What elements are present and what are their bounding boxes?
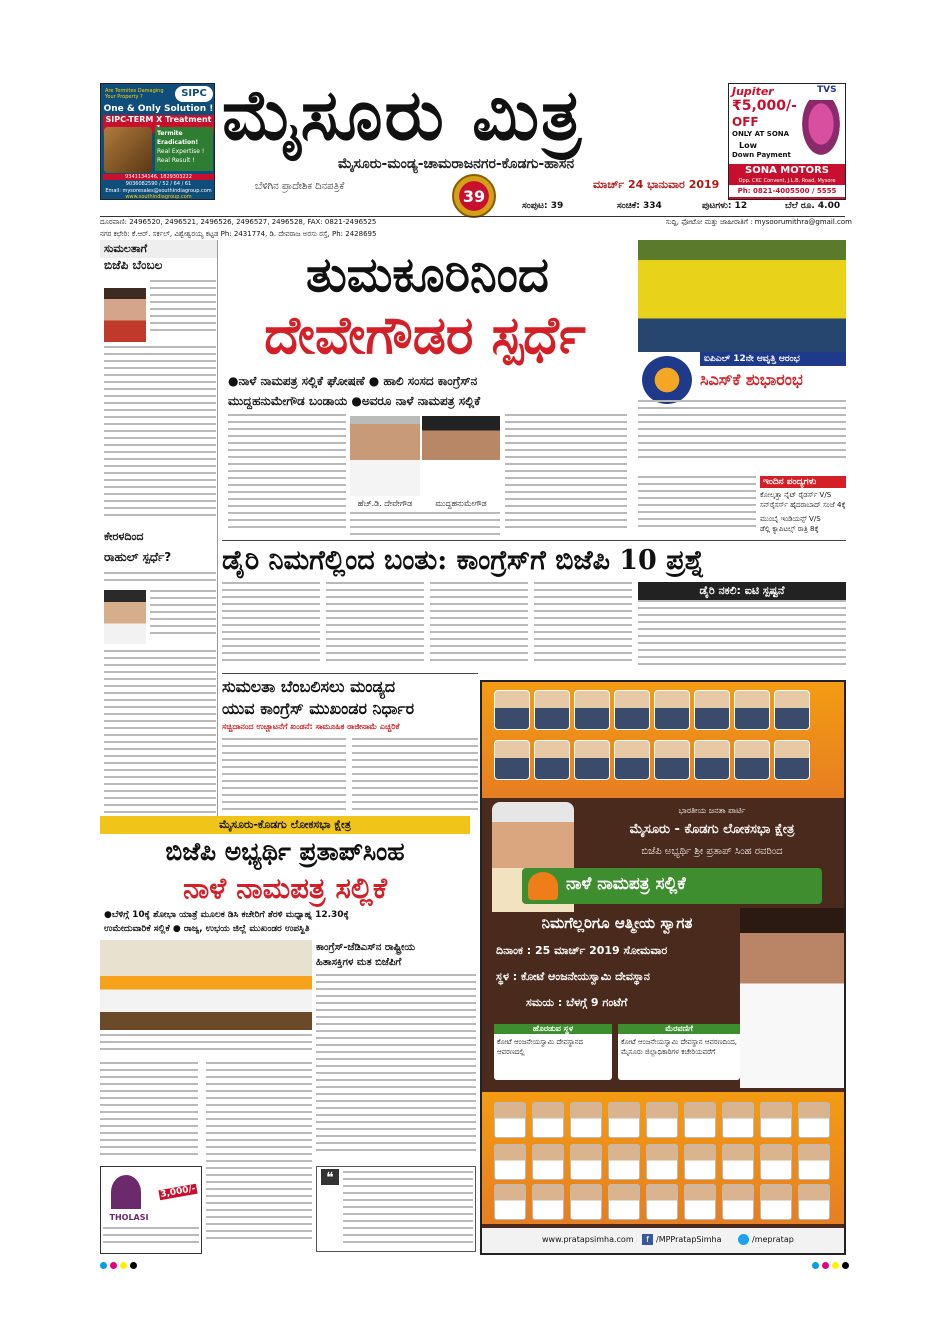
dairy-text-col1 [222, 582, 320, 672]
sumalatha-kicker: ಸಚ್ಚಿದಾನಂದ ಉಚ್ಚಾಟನೆಗೆ ಖಂಡನೆ: ಸಾಮೂಹಿಕ ರಾಜೀನಾಮೆ ಎಚ್ಚರಿಕೆ [222, 722, 400, 731]
supporter-photo [532, 1102, 564, 1138]
ad-constituency: ಮೈಸೂರು - ಕೊಡಗು ಲೋಕಸಭಾ ಕ್ಷೇತ್ರ [629, 822, 795, 837]
caption-muddahanumegowda: ಮುದ್ದಹನುಮೇಗೌಡ [435, 499, 487, 508]
lead-text-col2 [350, 512, 500, 540]
supporter-photo [494, 1144, 526, 1180]
leader-photo [534, 690, 570, 730]
supporter-photo [760, 1184, 792, 1220]
sidebar-text-4 [150, 590, 216, 644]
supporter-photo [494, 1184, 526, 1220]
tvs-brand: TVS [817, 85, 837, 95]
masthead-title: ಮೈಸೂರು ಮಿತ್ರ [222, 73, 584, 156]
sidebar-title3: ಕೇರಳದಿಂದ [104, 530, 144, 543]
registration-marks-left [100, 1262, 137, 1269]
supporter-photo [722, 1102, 754, 1138]
alliance-headline-1: ಕಾಂಗ್ರೆಸ್-ಜೆಡಿಎಸ್‌ನ ರಾಷ್ಟ್ರೀಯ [316, 942, 416, 953]
supporter-photo [798, 1144, 830, 1180]
ad-candidate: ಬಿಜೆಪಿ ಅಭ್ಯರ್ಥಿ ಶ್ರೀ ಪ್ರತಾಪ್ ಸಿಂಹ ರವರಿಂದ [641, 846, 783, 857]
bjp-bullet-2: ಉಮೇದುವಾರಿಕೆ ಸಲ್ಲಿಕೆ ● ರಾಜ್ಯ, ಉಭಯ ಜಿಲ್ಲೆ ಮುಖಂಡರ ಉಪಸ್ಥಿತಿ [104, 924, 310, 934]
supporter-photo [798, 1184, 830, 1220]
scooter-image [799, 100, 843, 160]
ad-time: ಸಮಯ : ಬೆಳಗ್ಗೆ 9 ಗಂಟೆಗೆ [526, 996, 628, 1009]
sipc-web: www.southindiagroup.com [125, 194, 192, 200]
dairy-sub: ಡೈರಿ ನಕಲಿ: ಐಟಿ ಸ್ಪಷ್ಟನೆ [638, 582, 846, 600]
supporter-photo [646, 1184, 678, 1220]
ipl-banner: ಐಪಿಎಲ್ 12ನೇ ಆವೃತ್ತಿ ಆರಂಭ [700, 352, 846, 366]
sumalatha-rule [222, 673, 478, 674]
supporter-photo [608, 1184, 640, 1220]
csk-team-photo [638, 240, 846, 352]
offer-off: OFF [732, 115, 759, 129]
ad-tholasi[interactable] [100, 1166, 202, 1254]
bjp-band: ಮೈಸೂರು-ಕೊಡಗು ಲೋಕಸಭಾ ಕ್ಷೇತ್ರ [100, 816, 470, 834]
tholasi-brand: THOLASI [109, 1213, 149, 1222]
supporter-photo [798, 1102, 830, 1138]
route-text: ಕೋಟೆ ಆಂಜನೇಯಸ್ವಾಮಿ ದೇವಸ್ಥಾನ ಆವರಣದಿಂದ, ಮೈಸೂರು ಜಿಲ್ಲಾಧಿಕಾರಿಗಳ ಕಚೇರಿಯವರೆಗೆ [621, 1038, 737, 1056]
leader-photo [614, 690, 650, 730]
sidebar-text-5 [104, 650, 216, 826]
supporter-photo [684, 1184, 716, 1220]
ad-web[interactable]: www.pratapsimha.com [542, 1235, 634, 1244]
sidebar-text-1 [150, 280, 216, 342]
supporter-photo [570, 1102, 602, 1138]
supporter-photo [722, 1184, 754, 1220]
offer-down: Down Payment [732, 151, 791, 159]
facebook-icon: f [642, 1234, 653, 1245]
muddahanumegowda-photo [422, 416, 500, 496]
ad-welcome: ನಿಮಗೆಲ್ಲರಿಗೂ ಆತ್ಮೀಯ ಸ್ವಾಗತ [541, 914, 693, 932]
ad-footer [482, 1228, 844, 1253]
price: ಬೆಲೆ ರೂ. 4.00 [785, 201, 841, 211]
ipl-text [638, 400, 846, 470]
supporter-photo [722, 1144, 754, 1180]
start-text: ಕೋಟೆ ಆಂಜನೇಯಸ್ವಾಮಿ ದೇವಸ್ಥಾನದ ಆವರಣದಲ್ಲಿ [497, 1038, 584, 1056]
press-caption [100, 1034, 312, 1056]
supporter-photo [532, 1184, 564, 1220]
leader-photo [654, 740, 690, 780]
bjp-lotus-icon [528, 872, 558, 900]
sipc-logo: SIPC [175, 86, 213, 102]
leader-photo [774, 690, 810, 730]
sipc-phone2: 9036082590 / 52 / 64 / 61 [125, 181, 192, 187]
sidebar-text-2 [104, 346, 216, 526]
supporter-photo [608, 1102, 640, 1138]
supporter-photo [684, 1102, 716, 1138]
sipc-bug-image [104, 127, 152, 173]
press-meet-photo [100, 940, 312, 1030]
phones: ದೂರವಾಣಿ: 2496520, 2496521, 2496526, 2496527, 2496528, FAX: 0821-2496525 [100, 218, 377, 226]
supporter-photo [646, 1144, 678, 1180]
bjp-bullet-1: ●ಬೆಳಿಗ್ಗೆ 10ಕ್ಕೆ ಶೋಭಾ ಯಾತ್ರೆ ಮೂಲಕ ಡಿಸಿ ಕಚೇರಿಗೆ ತೆರಳಿ ಮಧ್ಯಾಹ್ನ 12.30ಕ್ಕೆ [104, 910, 349, 920]
caption-deve-gowda: ಹೆಚ್.ಡಿ. ದೇವೇಗೌಡ [357, 499, 413, 508]
masthead-subtitle: ಬೆಳಿಗಿನ ಪ್ರಾದೇಶಿಕ ದಿನಪತ್ರಿಕೆ [255, 181, 345, 192]
sipc-line1: One & Only Solution ! [103, 104, 214, 114]
route-box [618, 1024, 740, 1080]
lead-text-col1 [228, 414, 346, 540]
lead-headline-1: ತುಮಕೂರಿನಿಂದ [306, 247, 549, 303]
leader-photo [494, 740, 530, 780]
rahul-photo [104, 590, 146, 644]
sipc-promo3: Real Result ! [157, 157, 195, 164]
lead-text-col3 [505, 414, 627, 540]
offer-amount: ₹5,000/- [732, 98, 797, 114]
offer-low: Low [739, 141, 757, 150]
ad-sona-motors[interactable] [728, 83, 846, 200]
start-label: ಹೊರಡುವ ಸ್ಥಳ [494, 1024, 612, 1034]
sipc-phone1: 9341134146, 1829303222 [103, 174, 214, 180]
quote-box [316, 1166, 476, 1252]
sidebar-title4: ರಾಹುಲ್ ಸ್ಪರ್ಧೆ? [104, 550, 172, 564]
sumalatha-text-col1 [222, 738, 346, 816]
anniversary-seal [452, 174, 496, 218]
bjp-text-col1 [100, 1062, 198, 1162]
supporter-photo [684, 1144, 716, 1180]
registration-marks-right [812, 1262, 849, 1269]
supporter-photo [532, 1144, 564, 1180]
quote-mark-icon: ❝ [321, 1169, 339, 1185]
leader-photo [494, 690, 530, 730]
dairy-text-col2 [326, 582, 424, 672]
ad-date: ದಿನಾಂಕ : 25 ಮಾರ್ಚ್ 2019 ಸೋಮವಾರ [496, 944, 668, 957]
supporter-photo [570, 1184, 602, 1220]
supporter-photo [646, 1102, 678, 1138]
sumalatha-headline-1: ಸುಮಲತಾ ಬೆಂಬಲಿಸಲು ಮಂಡ್ಯದ [222, 677, 396, 696]
supporter-photo [608, 1144, 640, 1180]
dairy-text-col4 [534, 582, 632, 672]
supporter-photo [760, 1144, 792, 1180]
sipc-question: Are Termites Damaging Your Property ? [105, 88, 164, 100]
dealer-name: SONA MOTORS [745, 165, 829, 176]
sumalatha-photo [104, 288, 146, 342]
sipc-promo1: Termite Eradication! [157, 130, 199, 146]
dairy-rule [222, 540, 846, 541]
jupiter-brand: Jupiter [732, 85, 774, 98]
anniversary-number: 39 [462, 187, 486, 206]
sipc-promo-box [155, 127, 213, 171]
sipc-email: Email: mysoresales@southindiagroup.com [105, 188, 212, 194]
quote-text [343, 1171, 473, 1249]
sidebar-title1: ಸುಮಲತಾಗೆ [100, 240, 217, 258]
leader-photo [574, 690, 610, 730]
ipl-today-label: ಇಂದಿನ ಪಂದ್ಯಗಳು [760, 476, 846, 488]
sidebar-rahul [100, 590, 218, 826]
leader-photo [734, 690, 770, 730]
start-box [494, 1024, 612, 1080]
dairy-text-col3 [430, 582, 528, 672]
ipl-match-1: ಕೋಲ್ಕತ್ತಾ ನೈಟ್ ರೈಡರ್ಸ್ V/S [760, 491, 832, 499]
tholasi-details [103, 1227, 199, 1253]
lead-bullet-2: ಮುದ್ದಹನುಮೇಗೌಡ ಬಂಡಾಯ ●ಅವರೂ ನಾಳೆ ನಾಮಪತ್ರ ಸಲ್ಲಿಕೆ [228, 394, 481, 408]
route-label: ಮೆರವಣಿಗೆ [618, 1024, 740, 1034]
sumalatha-headline-2: ಯುವ ಕಾಂಗ್ರೆಸ್ ಮುಖಂಡರ ನಿರ್ಧಾರ [222, 699, 415, 718]
ipl-match-2b: ಡೆಲ್ಲಿ ಕ್ಯಾಪಿಟಲ್ಸ್ ರಾತ್ರಿ 8ಕ್ಕೆ [760, 525, 819, 533]
ad-twitter[interactable]: /mepratap [752, 1235, 794, 1244]
ad-nomination-text: ನಾಳೆ ನಾಮಪತ್ರ ಸಲ್ಲಿಕೆ [566, 874, 686, 894]
tholasi-price: 3,000/- [159, 1183, 197, 1201]
tholasi-logo-icon [111, 1175, 141, 1209]
ad-place: ಸ್ಥಳ : ಕೋಟೆ ಆಂಜನೇಯಸ್ವಾಮಿ ದೇವಸ್ಥಾನ [496, 970, 650, 983]
leader-photo [654, 690, 690, 730]
sidebar-title2: ಬಿಜೆಪಿ ಬೆಂಬಲ [104, 258, 163, 272]
ad-nomination-banner [522, 868, 822, 904]
lead-bullet-1: ●ನಾಳೆ ನಾಮಪತ್ರ ಸಲ್ಲಿಕೆ ಘೋಷಣೆ ● ಹಾಲಿ ಸಂಸದ ಕಾಂಗ್ರೆಸ್‌ನ [228, 374, 478, 388]
volume: ಸಂಪುಟ: 39 [522, 201, 564, 211]
ipl-match-2: ಮುಂಬೈ ಇಂಡಿಯನ್ಸ್ V/S [760, 515, 821, 523]
leader-photo [574, 740, 610, 780]
leader-photo [734, 740, 770, 780]
leader-photo [534, 740, 570, 780]
bjp-headline-2: ನಾಳೆ ನಾಮಪತ್ರ ಸಲ್ಲಿಕೆ [182, 871, 388, 905]
ipl-match-1b: ಸನ್‌ರೈಸರ್ಸ್ ಹೈದರಾಬಾದ್ ಸಂಜೆ 4ಕ್ಕೆ [760, 501, 846, 509]
bjp-headline-1: ಬಿಜೆಪಿ ಅಭ್ಯರ್ಥಿ ಪ್ರತಾಪ್‌ಸಿಂಹ [165, 837, 405, 866]
supporter-photo [760, 1102, 792, 1138]
dealer-box [729, 164, 845, 200]
office: ನಗರ ಕಛೇರಿ: ಕೆ.ಆರ್. ಸರ್ಕಲ್, ವಿಶ್ವೇಶ್ವರಯ್ಯ ಕಟ್ಟಡ Ph: 2431774, ಡಿ. ದೇವರಾಜ ಅರಸು ರಸ್ತೆ, Ph: 2428695 [100, 230, 377, 238]
sidebar-sumalatha [100, 240, 218, 590]
sipc-promo2: Real Expertise ! [157, 148, 205, 155]
leader-photo [774, 740, 810, 780]
alliance-headline-2: ಹಿತಾಸಕ್ತಿಗಳ ಮತ ಬಿಜೆಪಿಗೆ [316, 957, 402, 968]
masthead-date: ಮಾರ್ಚ್ 24 ಭಾನುವಾರ 2019 [593, 178, 720, 191]
ipl-text-2 [638, 476, 756, 536]
sidebar-text-3 [104, 572, 216, 590]
supporter-photo [570, 1144, 602, 1180]
sipc-line2: SIPC-TERM X Treatment [103, 115, 214, 133]
dealer-address: Opp. CKC Convent, J.L.B. Road, Mysore [738, 178, 836, 184]
pratap-simha-photo [740, 908, 844, 1088]
leader-photo [694, 690, 730, 730]
dairy-headline: ಡೈರಿ ನಿಮಗೆಲ್ಲಿಂದ ಬಂತು: ಕಾಂಗ್ರೆಸ್‌ಗೆ ಬಿಜೆಪಿ 10 ಪ್ರಶ್ನೆ [222, 545, 705, 576]
twitter-icon [738, 1234, 749, 1245]
supporter-photo [494, 1102, 526, 1138]
issue: ಸಂಚಿಕೆ: 334 [617, 201, 662, 211]
ipl-headline: ಸಿಎಸ್‌ಕೆ ಶುಭಾರಂಭ [700, 370, 803, 389]
dairy-sub-text [638, 600, 846, 672]
ad-sipc[interactable] [100, 83, 215, 200]
ad-bjp-pratap-simha[interactable] [480, 680, 846, 1255]
leader-photo [694, 740, 730, 780]
lead-headline-2: ದೇವೇಗೌಡರ ಸ್ಪರ್ಧೆ [264, 305, 586, 366]
alliance-text [316, 974, 476, 1162]
masthead-tagline: ಮೈಸೂರು-ಮಂಡ್ಯ-ಚಾಮರಾಜನಗರ-ಕೊಡಗು-ಹಾಸನ [338, 156, 575, 172]
pages: ಪುಟಗಳು: 12 [702, 201, 748, 211]
sumalatha-text-col2 [352, 738, 478, 816]
bjp-text-col2 [206, 1062, 312, 1252]
ad-party: ಭಾರತೀಯ ಜನತಾ ಪಾರ್ಟಿ [678, 806, 746, 815]
ad-facebook[interactable]: /MPPratapSimha [656, 1235, 722, 1244]
dealer-phone: Ph: 0821-4005500 / 5555 [729, 185, 845, 197]
ipl-logo-icon [642, 356, 692, 404]
offer-only: ONLY AT SONA [732, 130, 790, 138]
email: ಸುದ್ದಿ, ಫೋಟೋ ಮತ್ತು ಜಾಹೀರಾತಿಗೆ : mysoorumithra@gmail.com [665, 218, 852, 226]
deve-gowda-photo [350, 416, 420, 496]
leader-photo [614, 740, 650, 780]
